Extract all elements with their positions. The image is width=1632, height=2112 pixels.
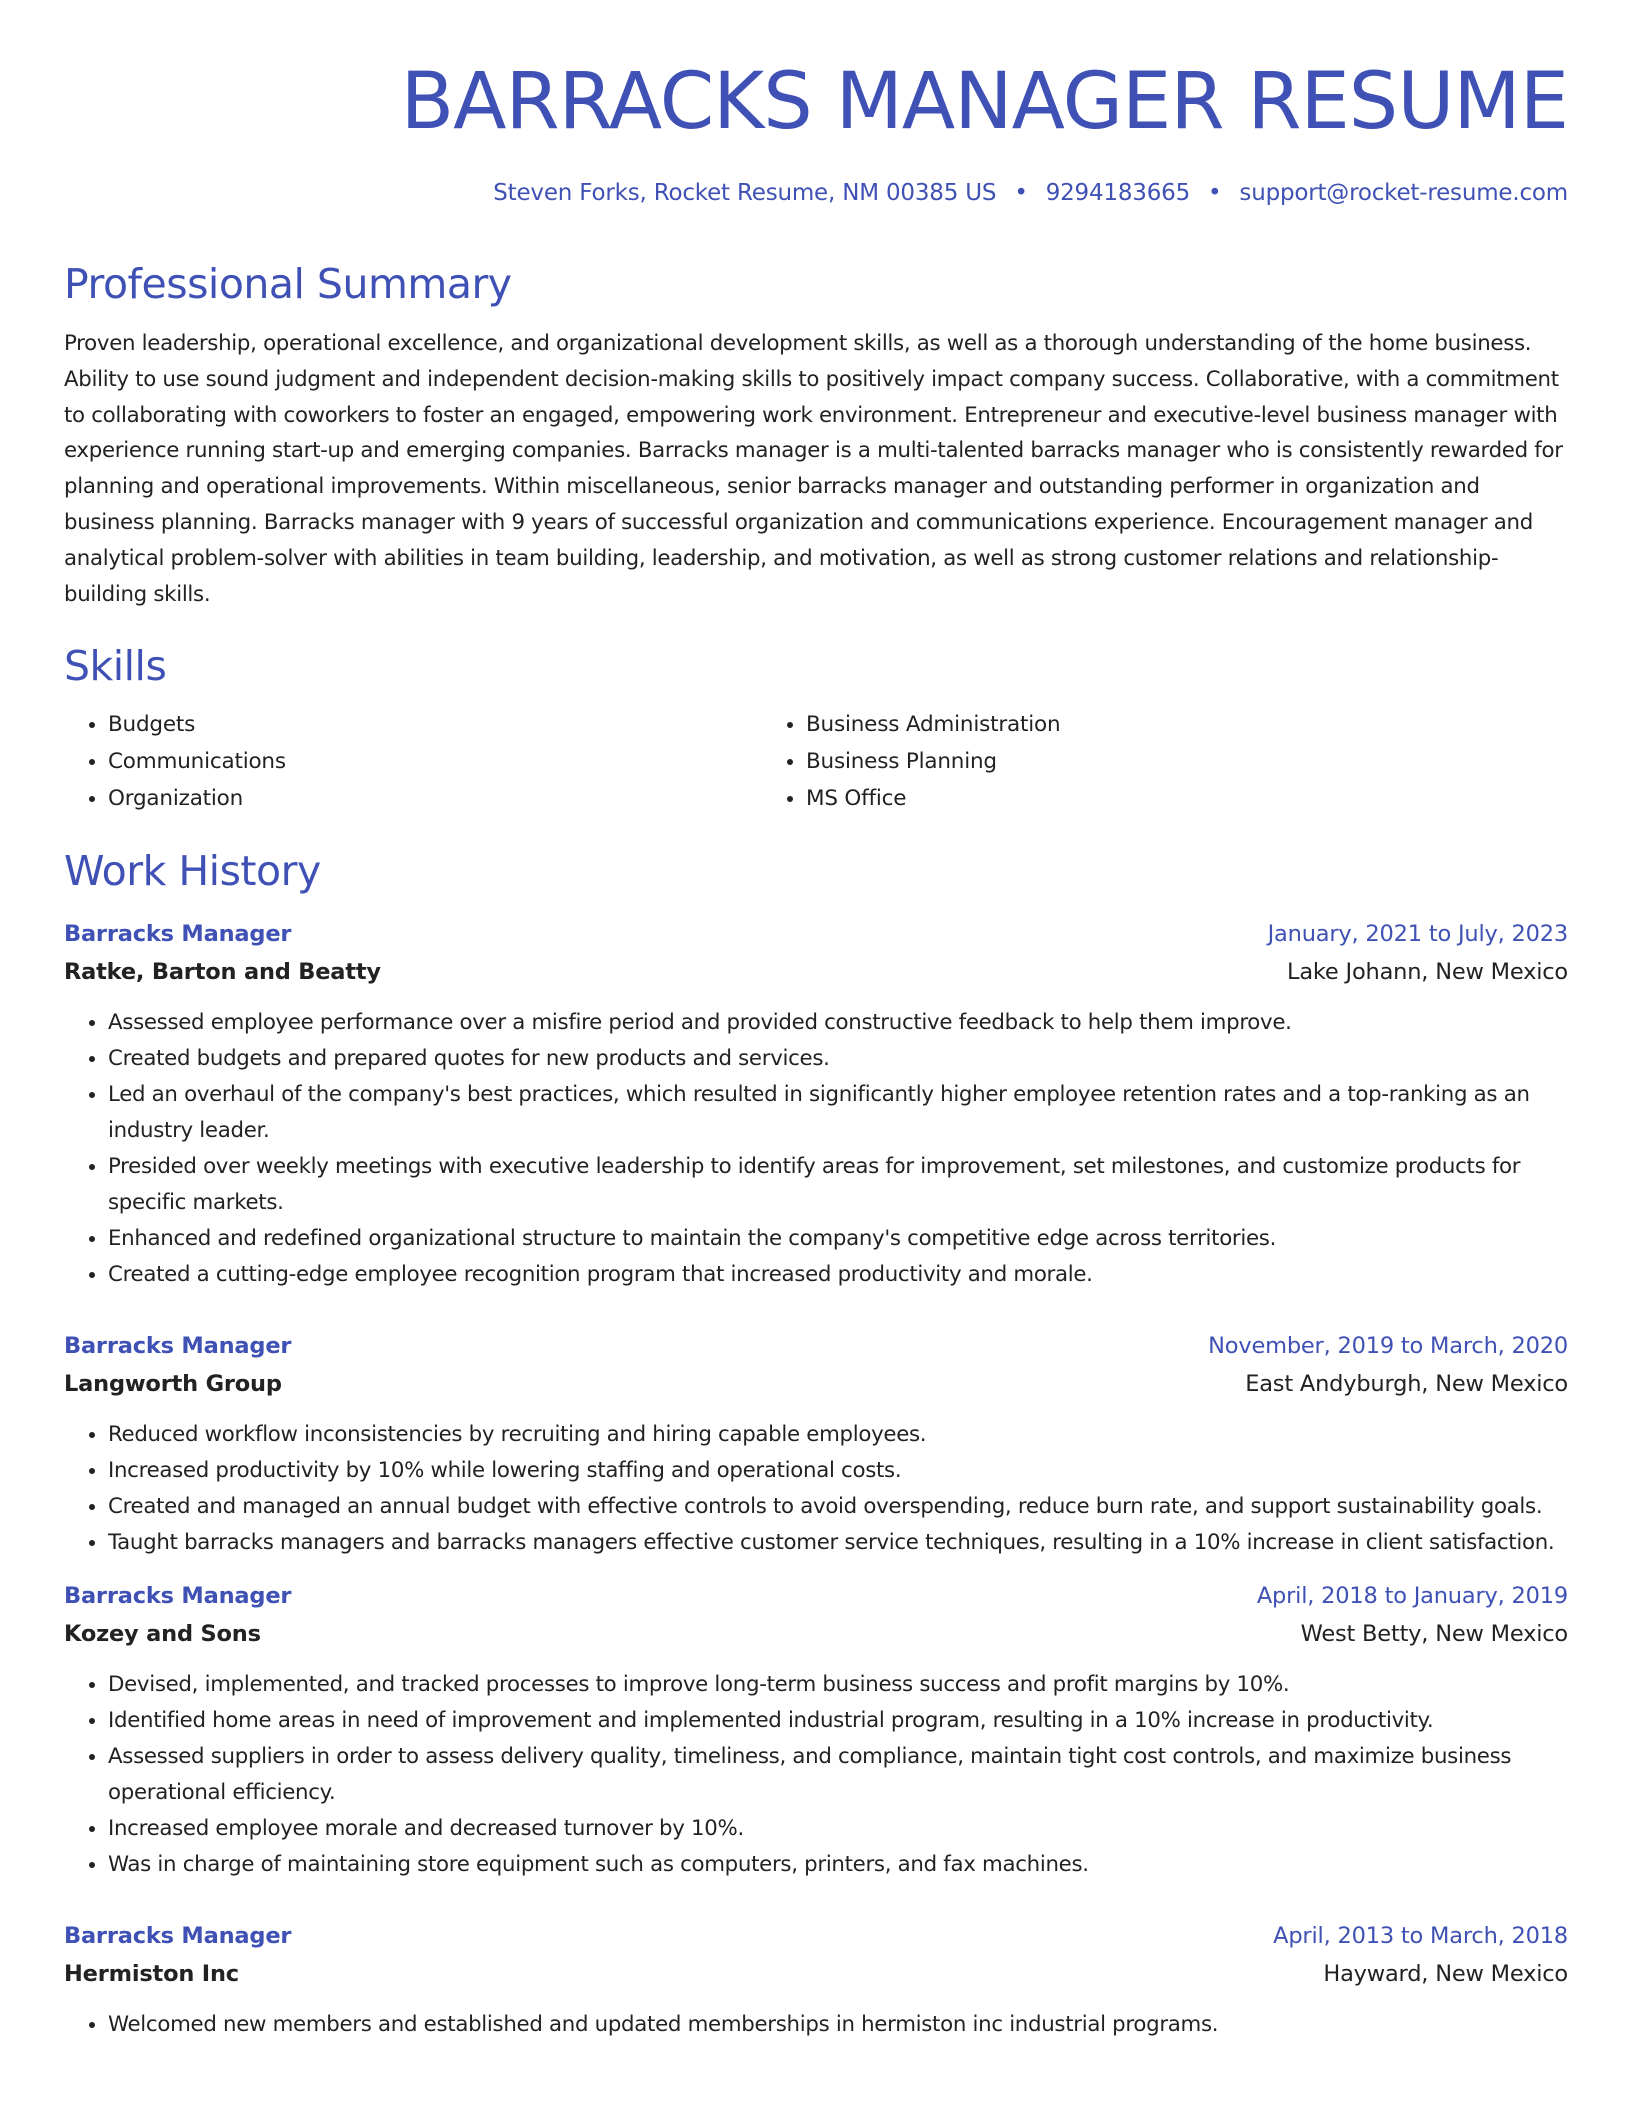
job-company: Kozey and Sons	[64, 1621, 261, 1648]
work-history-heading: Work History	[64, 847, 321, 896]
job-location: East Andyburgh, New Mexico	[1245, 1371, 1568, 1398]
job-entry	[64, 1577, 1568, 1883]
skill-item: • Business Planning	[806, 743, 1568, 780]
contact-separator: •	[1208, 180, 1222, 206]
summary-text: Proven leadership, operational excellence, and organizational development skills, as well as a thorough understanding of the home business. Ability to use sound judgment and independent decision-making skills to positively impact company success. Collaborative, with a commitment to collaborating with coworkers to foster an engaged, empowering work environment. Entrepreneur and executive-level business manager with experience running start-up and emerging companies. Barracks manager is a multi-talented barracks manager who is consistently rewarded for planning and operational improvements. Within miscellaneous, senior barracks manager and outstanding performer in organization and business planning. Barracks manager with 9 years of successful organization and communications experience. Encouragement manager and analytical problem-solver with abilities in team building, leadership, and motivation, as well as strong customer relations and relationship-building skills.	[64, 331, 1563, 607]
job-subheader	[64, 1955, 1568, 1993]
job-title: Barracks Manager	[64, 1333, 292, 1360]
skills-column-right	[762, 706, 1568, 817]
contact-address: Steven Forks, Rocket Resume, NM 00385 US	[493, 180, 997, 206]
job-dates: January, 2021 to July, 2023	[1267, 921, 1568, 948]
job-entry	[64, 1327, 1568, 1561]
job-subheader	[64, 1615, 1568, 1653]
skills-heading: Skills	[64, 642, 167, 691]
job-location: West Betty, New Mexico	[1300, 1621, 1568, 1648]
job-bullets	[64, 1005, 1568, 1293]
skills-column-left	[64, 706, 762, 817]
skills-list	[64, 706, 1568, 817]
job-entry	[64, 1917, 1568, 2043]
contact-line	[64, 178, 1568, 208]
job-bullet: • Assessed employee performance over a misfire period and provided constructive feedback to help them improve.	[108, 1005, 1568, 1041]
summary-heading: Professional Summary	[64, 260, 512, 308]
job-dates: April, 2013 to March, 2018	[1273, 1923, 1568, 1950]
job-dates: November, 2019 to March, 2020	[1208, 1333, 1568, 1360]
job-bullet: • Created and managed an annual budget with effective controls to avoid overspending, reduce burn rate, and support sustainability goals.	[108, 1489, 1568, 1525]
job-subheader	[64, 1365, 1568, 1403]
job-location: Hayward, New Mexico	[1323, 1961, 1568, 1988]
job-subheader	[64, 953, 1568, 991]
skill-item: • Organization	[108, 780, 762, 817]
skill-item: • Communications	[108, 743, 762, 780]
skill-item: • Budgets	[108, 706, 762, 743]
job-title: Barracks Manager	[64, 1923, 292, 1950]
job-company: Ratke, Barton and Beatty	[64, 959, 381, 986]
resume-header	[64, 0, 1568, 208]
job-bullet: • Created budgets and prepared quotes for new products and services.	[108, 1041, 1568, 1077]
skill-item: • MS Office	[806, 780, 1568, 817]
job-title: Barracks Manager	[64, 1583, 292, 1610]
resume-title: BARRACKS MANAGER RESUME	[400, 57, 1568, 147]
job-dates: April, 2018 to January, 2019	[1256, 1583, 1568, 1610]
job-bullet: • Was in charge of maintaining store equipment such as computers, printers, and fax machines.	[108, 1847, 1568, 1883]
job-bullet: • Assessed suppliers in order to assess delivery quality, timeliness, and compliance, maintain tight cost controls, and maximize business operational efficiency.	[108, 1739, 1568, 1811]
job-company: Hermiston Inc	[64, 1961, 239, 1988]
job-header	[64, 1577, 1568, 1615]
job-bullets	[64, 1667, 1568, 1883]
contact-email: support@rocket-resume.com	[1239, 180, 1568, 206]
job-header	[64, 1917, 1568, 1955]
skill-item: • Business Administration	[806, 706, 1568, 743]
job-location: Lake Johann, New Mexico	[1286, 959, 1568, 986]
job-bullet: • Welcomed new members and established and updated memberships in hermiston inc industrial programs.	[108, 2007, 1568, 2043]
job-bullet: • Created a cutting-edge employee recognition program that increased productivity and morale.	[108, 1257, 1568, 1293]
job-bullet: • Increased productivity by 10% while lowering staffing and operational costs.	[108, 1453, 1568, 1489]
job-bullet: • Taught barracks managers and barracks managers effective customer service techniques, resulting in a 10% increase in client satisfaction.	[108, 1525, 1568, 1561]
job-company: Langworth Group	[64, 1371, 282, 1398]
job-bullets	[64, 1417, 1568, 1561]
job-bullet: • Increased employee morale and decreased turnover by 10%.	[108, 1811, 1568, 1847]
job-bullet: • Reduced workflow inconsistencies by recruiting and hiring capable employees.	[108, 1417, 1568, 1453]
job-header	[64, 915, 1568, 953]
job-bullet: • Enhanced and redefined organizational structure to maintain the company's competitive edge across territories.	[108, 1221, 1568, 1257]
contact-phone: 9294183665	[1045, 180, 1191, 206]
job-bullets	[64, 2007, 1568, 2043]
job-header	[64, 1327, 1568, 1365]
job-bullet: • Led an overhaul of the company's best practices, which resulted in significantly higher employee retention rates and a top-ranking as an industry leader.	[108, 1077, 1568, 1149]
job-entry	[64, 915, 1568, 1293]
job-bullet: • Presided over weekly meetings with executive leadership to identify areas for improvement, set milestones, and customize products for specific markets.	[108, 1149, 1568, 1221]
resume-page	[64, 0, 1568, 2043]
job-bullet: • Identified home areas in need of improvement and implemented industrial program, resulting in a 10% increase in productivity.	[108, 1703, 1568, 1739]
job-title: Barracks Manager	[64, 921, 292, 948]
contact-separator: •	[1014, 180, 1028, 206]
job-bullet: • Devised, implemented, and tracked processes to improve long-term business success and profit margins by 10%.	[108, 1667, 1568, 1703]
